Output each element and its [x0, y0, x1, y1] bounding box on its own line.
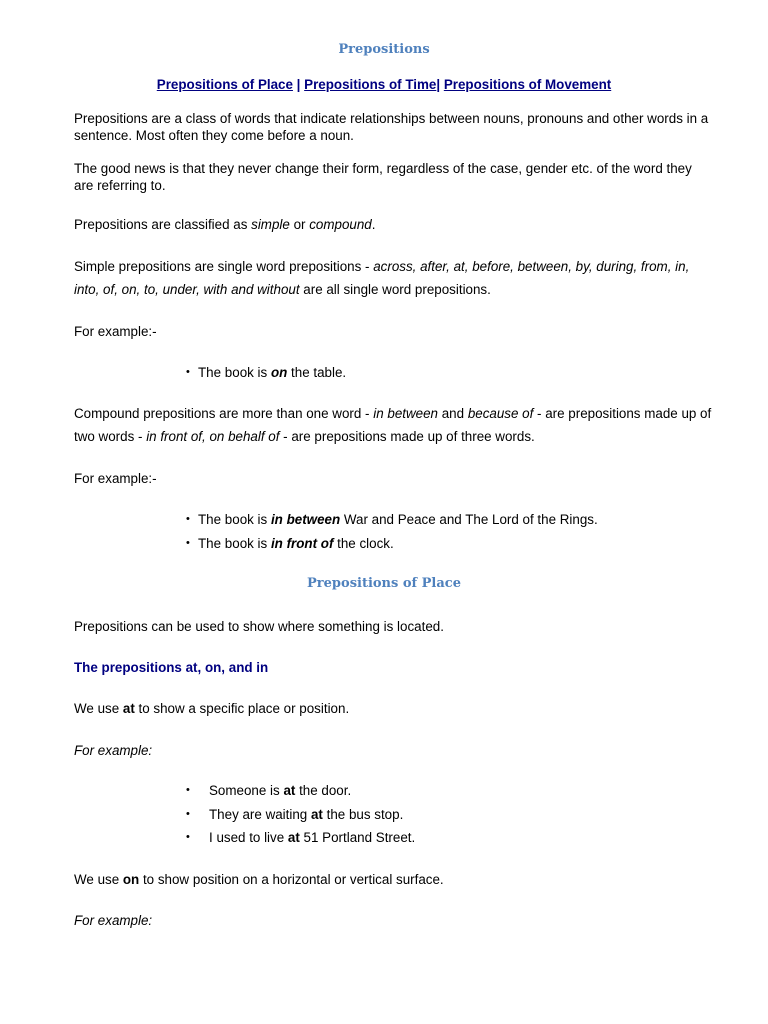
simple-prepositions-paragraph	[74, 255, 714, 301]
for-example-label: For example:-	[74, 471, 157, 486]
list-item	[186, 508, 598, 532]
subheading-at-on-in: The prepositions at, on, and in	[74, 660, 269, 675]
text: The book is	[198, 512, 271, 527]
text: are all single word prepositions.	[299, 282, 491, 297]
text: the clock.	[333, 535, 394, 551]
list-item	[186, 826, 415, 850]
text: For example:	[74, 913, 153, 928]
text: Prepositions are classified as	[74, 217, 252, 232]
text: We use	[74, 701, 123, 716]
emphasis: because of	[467, 406, 534, 421]
page-title: Prepositions	[338, 42, 430, 57]
emphasis: at	[287, 830, 300, 845]
text: the door.	[295, 783, 352, 798]
text: For example:	[74, 743, 153, 758]
classification-paragraph	[74, 216, 714, 233]
link-prepositions-of-movement[interactable]: Prepositions of Movement	[443, 77, 612, 92]
link-prepositions-of-place[interactable]: Prepositions of Place	[156, 77, 293, 92]
text: The book is	[198, 365, 271, 380]
place-intro-paragraph: Prepositions can be used to show where something is located.	[74, 619, 444, 634]
example-list-compound	[186, 508, 598, 555]
text: Simple prepositions are single word prepositions -	[74, 259, 374, 274]
list-item	[186, 361, 346, 385]
section-heading-place: Prepositions of Place	[307, 576, 461, 591]
example-list-at	[186, 779, 415, 850]
emphasis: on	[270, 365, 288, 380]
list-item	[186, 803, 415, 827]
at-usage-paragraph	[74, 700, 714, 717]
text: 51 Portland Street.	[299, 830, 416, 845]
intro-paragraph: Prepositions are a class of words that indicate relationships between nouns, pronouns and other words in a sentence. Most often they come before a noun.	[74, 111, 709, 143]
text: We use	[74, 872, 123, 887]
term-compound: compound	[309, 217, 372, 232]
emphasis: on	[122, 872, 140, 887]
text: to show a specific place or position.	[134, 701, 350, 716]
text: or	[289, 217, 310, 232]
emphasis: at	[283, 783, 296, 798]
compound-prepositions-paragraph	[74, 402, 714, 448]
for-example-label: For example:-	[74, 324, 157, 339]
list-item	[186, 779, 415, 803]
emphasis: in front of	[270, 535, 334, 551]
text: - are prepositions made up of two words -	[74, 406, 712, 444]
on-usage-paragraph	[74, 871, 714, 888]
nav-separator: |	[436, 77, 444, 92]
simple-prepositions-list: across, after, at, before, between, by, during, from, in, into, of, on, to, under, with and without	[74, 259, 690, 297]
text: They are waiting	[209, 806, 311, 822]
list-item	[186, 532, 598, 556]
navigation-links	[0, 77, 768, 92]
term-simple: simple	[251, 217, 290, 232]
text: the table.	[287, 365, 347, 380]
bullet-icon: •	[186, 513, 190, 525]
bullet-icon: •	[186, 807, 190, 820]
for-example-label	[74, 742, 714, 759]
emphasis: in between	[270, 512, 341, 527]
emphasis: at	[310, 806, 323, 822]
bullet-icon: •	[186, 831, 190, 843]
text: the bus stop.	[322, 806, 404, 822]
nav-separator: |	[292, 77, 305, 92]
text: I used to live	[209, 830, 288, 845]
text: - are prepositions made up of three words.	[279, 429, 535, 444]
link-prepositions-of-time[interactable]: Prepositions of Time	[304, 77, 437, 92]
text: Someone is	[209, 783, 284, 798]
form-paragraph: The good news is that they never change their form, regardless of the case, gender etc. of the word they are referring to.	[74, 161, 692, 193]
text: The book is	[198, 535, 271, 551]
text: to show position on a horizontal or vertical surface.	[139, 872, 444, 887]
emphasis: in front of, on behalf of	[146, 429, 280, 444]
example-list-simple	[186, 361, 346, 385]
bullet-icon: •	[186, 784, 190, 796]
emphasis: at	[122, 701, 135, 716]
text: .	[371, 217, 376, 232]
text: War and Peace and The Lord of the Rings.	[340, 512, 598, 527]
text: and	[438, 406, 468, 421]
bullet-icon: •	[186, 366, 190, 378]
for-example-label	[74, 912, 714, 929]
bullet-icon: •	[186, 536, 190, 549]
emphasis: in between	[373, 406, 439, 421]
text: Compound prepositions are more than one word -	[74, 406, 374, 421]
